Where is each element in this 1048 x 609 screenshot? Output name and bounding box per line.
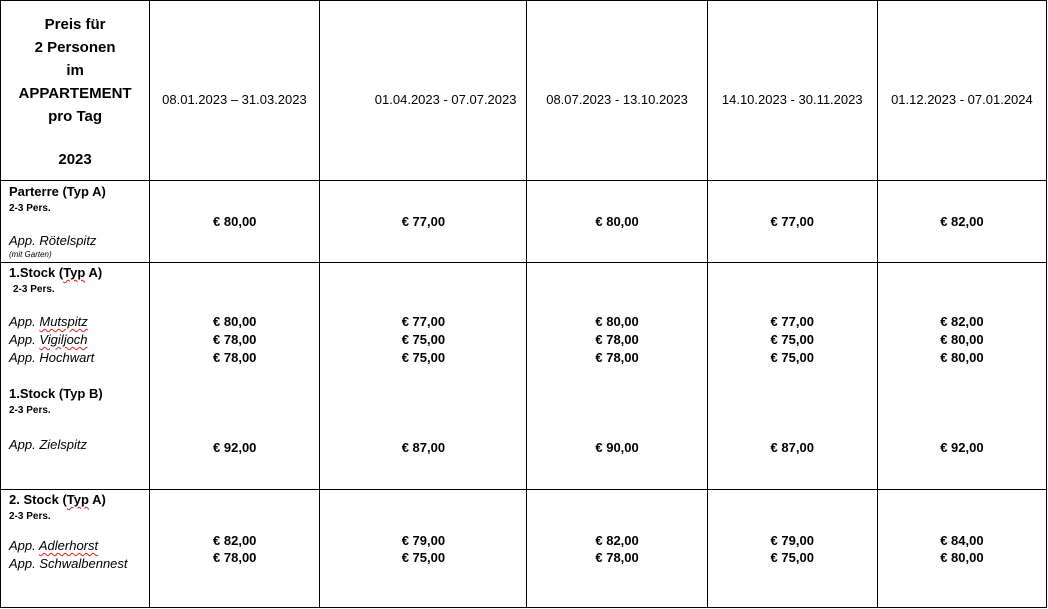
parterre-label-cell (1, 181, 150, 263)
apartment-name: App. Rötelspitz (9, 233, 97, 248)
stock1-row (1, 263, 1047, 490)
price-cell (527, 263, 707, 490)
title-line: APPARTEMENT (18, 85, 132, 102)
price-value: € 92,00 (940, 440, 984, 455)
price-cell (150, 181, 320, 263)
period-header-cell (150, 1, 320, 181)
title-line: 2 Personen (34, 39, 116, 56)
section-title: Parterre (Typ A) (9, 184, 106, 199)
price-value: € 80,00 (213, 214, 257, 229)
persons-label: 2-3 Pers. (9, 203, 51, 214)
period-label: 01.04.2023 - 07.07.2023 (374, 92, 517, 107)
apartment-name: App. Mutspitz (9, 314, 88, 329)
apartment-name: App. Hochwart (9, 350, 95, 365)
price-value: € 78,00 (213, 350, 257, 365)
price-value: € 80,00 (595, 214, 639, 229)
price-cell (527, 181, 707, 263)
parterre-row (1, 181, 1047, 263)
persons-label: 2-3 Pers. (13, 284, 55, 295)
period-label: 14.10.2023 - 30.11.2023 (721, 92, 863, 107)
period-header-cell (707, 1, 877, 181)
price-value: € 78,00 (595, 350, 639, 365)
price-value: € 78,00 (213, 332, 257, 347)
section-title: 1.Stock (Typ A) (9, 265, 103, 280)
price-cell (150, 263, 320, 490)
price-cell (320, 263, 527, 490)
table-title (1, 13, 149, 171)
price-value: € 82,00 (595, 533, 639, 548)
price-value: € 77,00 (401, 214, 446, 229)
price-value: € 80,00 (940, 550, 984, 565)
price-value: € 84,00 (940, 533, 984, 548)
price-value: € 75,00 (770, 332, 814, 347)
price-value: € 80,00 (595, 314, 639, 329)
price-value: € 87,00 (401, 440, 446, 455)
price-cell (707, 263, 877, 490)
price-value: € 80,00 (940, 350, 984, 365)
price-value: € 75,00 (401, 350, 446, 365)
price-value: € 78,00 (213, 550, 257, 565)
price-value: € 75,00 (401, 550, 446, 565)
price-cell (320, 490, 527, 608)
title-line: pro Tag (48, 108, 103, 125)
price-value: € 78,00 (595, 332, 639, 347)
period-label: 08.01.2023 – 31.03.2023 (162, 92, 307, 107)
apartment-note: (mit Garten) (9, 250, 52, 259)
stock1-label-cell (1, 263, 150, 490)
price-value: € 75,00 (770, 550, 814, 565)
apartment-name: App. Vigiljoch (9, 332, 88, 347)
header-row (1, 1, 1047, 181)
price-cell (877, 490, 1046, 608)
stock2-label-cell (1, 490, 150, 608)
apartment-name: App. Schwalbennest (9, 556, 128, 571)
title-cell (1, 1, 150, 181)
stock2-row (1, 490, 1047, 608)
price-value: € 92,00 (213, 440, 257, 455)
price-value: € 79,00 (770, 533, 814, 548)
price-cell (320, 181, 527, 263)
price-value: € 77,00 (401, 314, 446, 329)
period-label: 01.12.2023 - 07.01.2024 (891, 92, 1033, 107)
title-year: 2023 (58, 151, 92, 168)
price-value: € 90,00 (595, 440, 639, 455)
price-value: € 80,00 (213, 314, 257, 329)
persons-label: 2-3 Pers. (9, 405, 51, 416)
price-value: € 78,00 (595, 550, 639, 565)
price-value: € 80,00 (940, 332, 984, 347)
section-title: 2. Stock (Typ A) (9, 492, 106, 507)
period-header-cell (527, 1, 707, 181)
period-header-cell (877, 1, 1046, 181)
price-cell (877, 181, 1046, 263)
price-value: € 75,00 (401, 332, 446, 347)
price-cell (527, 490, 707, 608)
section-title: 1.Stock (Typ B) (9, 386, 103, 401)
price-value: € 82,00 (940, 214, 984, 229)
period-label: 08.07.2023 - 13.10.2023 (546, 92, 688, 107)
title-line: im (66, 62, 84, 79)
apartment-name: App. Zielspitz (9, 437, 88, 452)
price-value: € 79,00 (401, 533, 446, 548)
period-header-cell (320, 1, 527, 181)
price-value: € 75,00 (770, 350, 814, 365)
price-value: € 82,00 (940, 314, 984, 329)
price-cell (707, 490, 877, 608)
persons-label: 2-3 Pers. (9, 511, 51, 522)
title-line: Preis für (44, 16, 106, 33)
apartment-name: App. Adlerhorst (9, 538, 99, 553)
price-cell (707, 181, 877, 263)
price-value: € 77,00 (770, 314, 814, 329)
price-cell (150, 490, 320, 608)
price-value: € 77,00 (770, 214, 814, 229)
price-value: € 82,00 (213, 533, 257, 548)
price-cell (877, 263, 1046, 490)
price-value: € 87,00 (770, 440, 814, 455)
